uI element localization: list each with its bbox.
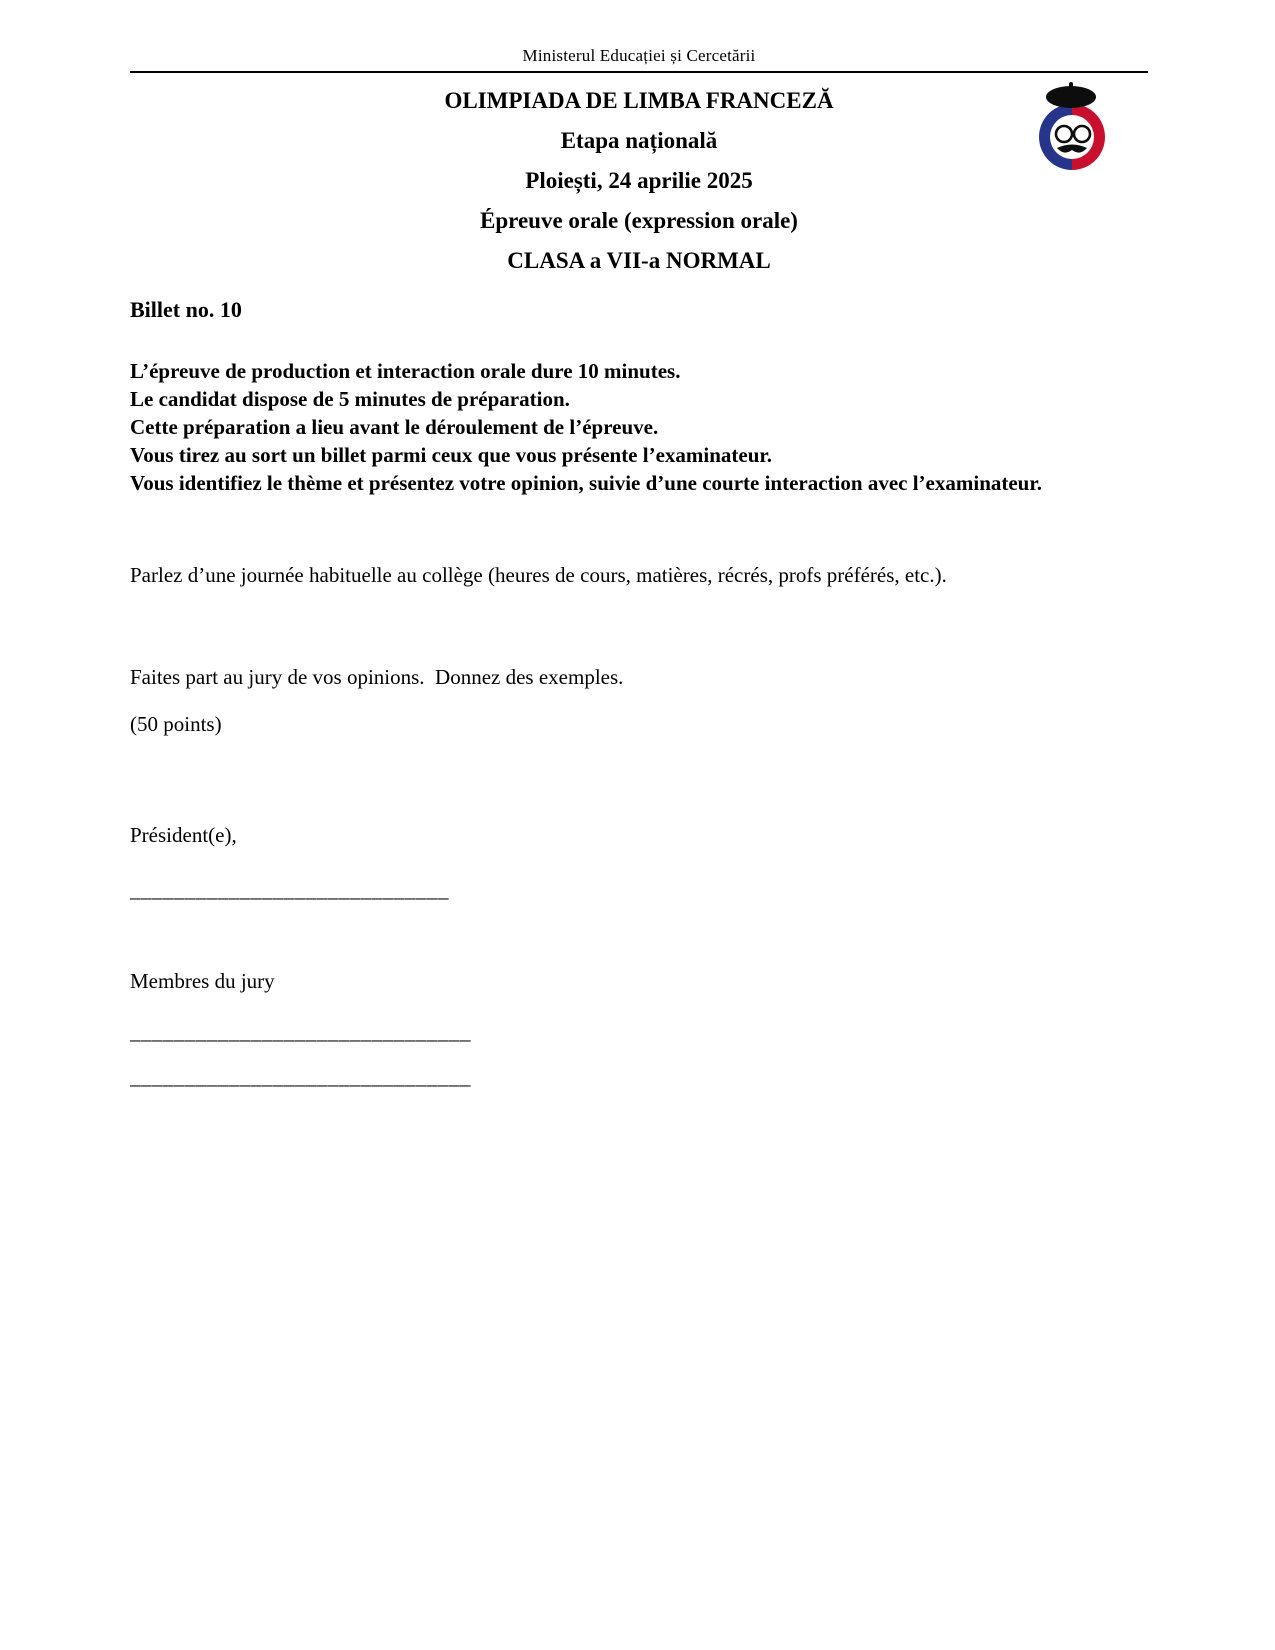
- task-statement: Parlez d’une journée habituelle au collège (heures de cours, matières, récrés, profs préférés, etc.).: [130, 563, 947, 587]
- instruction-line: Vous tirez au sort un billet parmi ceux que vous présente l’examinateur.: [130, 443, 773, 467]
- title-olympiad: OLIMPIADA DE LIMBA FRANCEZĂ: [444, 88, 834, 113]
- instruction-line: Le candidat dispose de 5 minutes de préparation.: [130, 387, 570, 411]
- president-label: Président(e),: [130, 823, 237, 847]
- title-location-date: Ploiești, 24 aprilie 2025: [525, 168, 753, 193]
- points-value: (50 points): [130, 712, 222, 736]
- instruction-line: Cette préparation a lieu avant le déroulement de l’épreuve.: [130, 415, 659, 439]
- title-class: CLASA a VII-a NORMAL: [507, 248, 771, 273]
- ministry-header: Ministerul Educației și Cercetării: [522, 46, 756, 65]
- billet-number: Billet no. 10: [130, 297, 242, 322]
- instruction-line: Vous identifiez le thème et présentez votre opinion, suivie d’une courte interaction avec l’examinateur.: [130, 471, 1043, 495]
- title-exam-type: Épreuve orale (expression orale): [480, 208, 798, 233]
- president-signature-line: _____________________________: [130, 878, 449, 902]
- instruction-line: L’épreuve de production et interaction orale dure 10 minutes.: [130, 359, 681, 383]
- header-rule: [130, 71, 1148, 73]
- instructions-block: [130, 357, 1148, 497]
- member-signature-line: _______________________________: [130, 1020, 471, 1044]
- jury-instruction: Faites part au jury de vos opinions. Donnez des exemples.: [130, 665, 624, 689]
- french-mascot-icon: [1028, 80, 1114, 176]
- jury-members-label: Membres du jury: [130, 969, 275, 993]
- beret-stem: [1069, 82, 1073, 91]
- title-stage: Etapa națională: [560, 128, 718, 153]
- member-signature-line: _______________________________: [130, 1065, 471, 1089]
- french-olympiad-logo: [1028, 80, 1114, 176]
